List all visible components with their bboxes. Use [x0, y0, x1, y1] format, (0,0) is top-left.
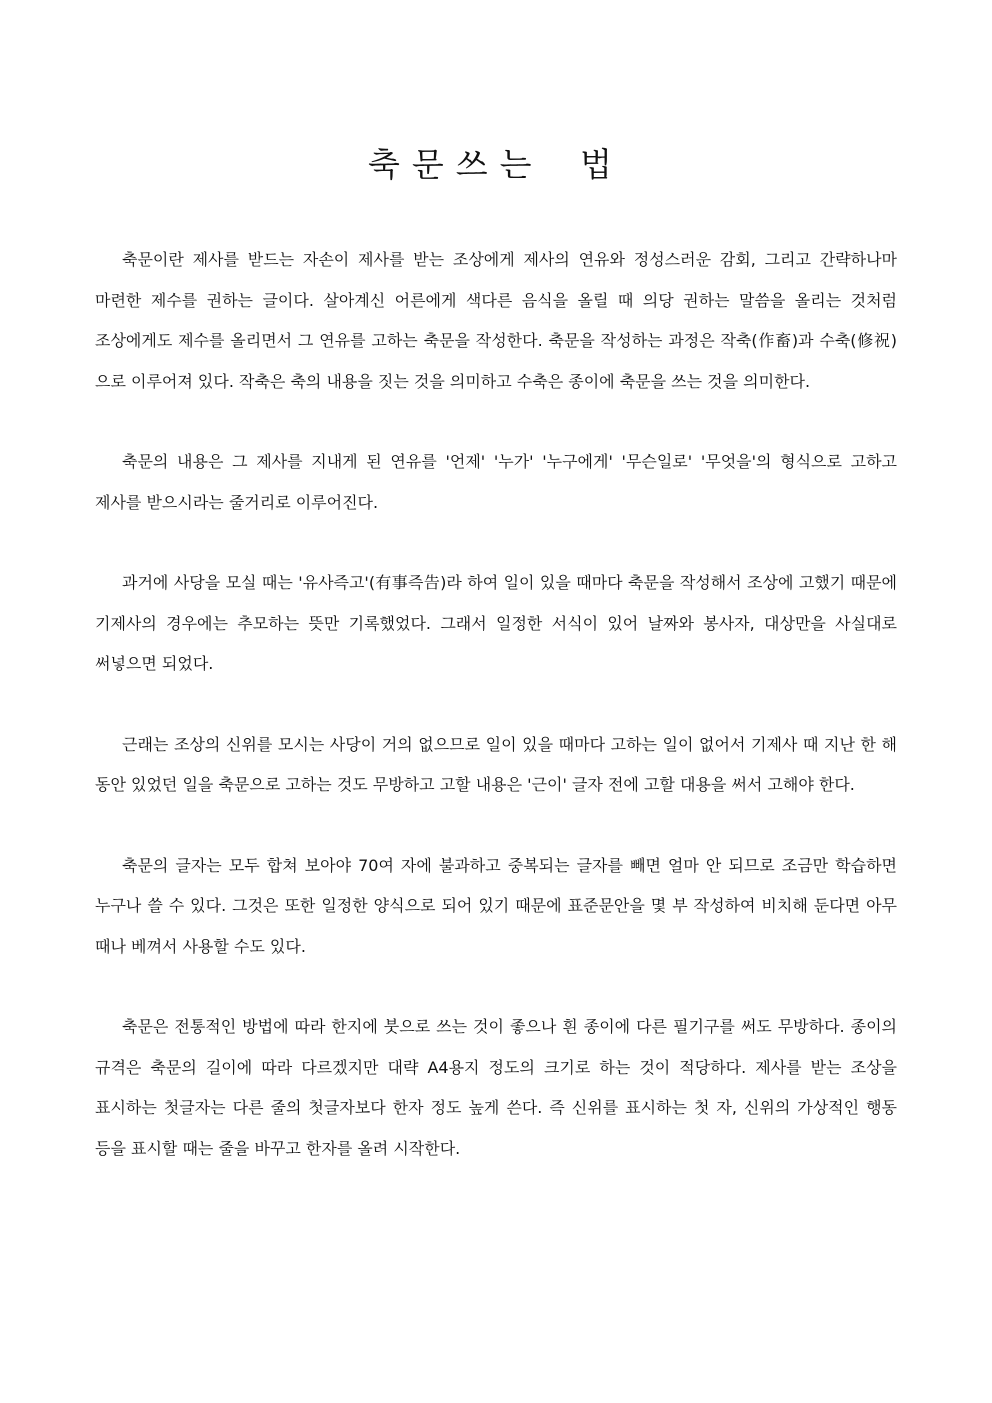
paragraph-modern-practice: 근래는 조상의 신위를 모시는 사당이 거의 없으므로 일이 있을 때마다 고하는 일이 없어서 기제사 때 지난 한 해 동안 있었던 일을 축문으로 고하는 것도 무방하고 고할 내용은 '근이' 글자 전에 고할 대용을 써서 고해야 한다. — [95, 734, 897, 794]
paragraph-paper-format: 축문은 전통적인 방법에 따라 한지에 붓으로 쓰는 것이 좋으나 흰 종이에 다른 필기구를 써도 무방하다. 종이의 규격은 축문의 길이에 따라 다르겠지만 대략 A4용지 정도의 크기로 하는 것이 적당하다. 제사를 받는 조상을 표시하는 첫글자는 다른 줄의 첫글자보다 한자 정도 높게 쓴다. 즉 신위를 표시하는 첫 자, 신위의 가상적인 행동 등을 표시할 때는 줄을 바꾸고 한자를 올려 시작한다. — [95, 1017, 897, 1158]
paragraph-definition: 축문이란 제사를 받드는 자손이 제사를 받는 조상에게 제사의 연유와 정성스러운 감회, 그리고 간략하나마 마련한 제수를 권하는 글이다. 살아계신 어른에게 색다른 음식을 올릴 때 의당 권하는 말씀을 올리는 것처럼 조상에게도 제수를 올리면서 그 연유를 고하는 축문을 작성한다. 축문을 작성하는 과정은 작축(作畜)과 수축(修祝)으로 이루어져 있다. 작축은 축의 내용을 짓는 것을 의미하고 수축은 종이에 축문을 쓰는 것을 의미한다. — [95, 250, 897, 391]
paragraph-content: 축문의 내용은 그 제사를 지내게 된 연유를 '언제' '누가' '누구에게' '무슨일로' '무엇을'의 형식으로 고하고 제사를 받으시라는 줄거리로 이루어진다. — [95, 452, 897, 512]
document-body — [95, 240, 897, 1209]
paragraph-history: 과거에 사당을 모실 때는 '유사즉고'(有事즉告)라 하여 일이 있을 때마다 축문을 작성해서 조상에 고했기 때문에 기제사의 경우에는 추모하는 뜻만 기록했었다. 그래서 일정한 서식이 있어 날짜와 봉사자, 대상만을 사실대로 써넣으면 되었다. — [95, 573, 897, 673]
document-title: 축문쓰는 법 — [368, 145, 624, 184]
paragraph-characters: 축문의 글자는 모두 합쳐 보아야 70여 자에 불과하고 중복되는 글자를 빼면 얼마 안 되므로 조금만 학습하면 누구나 쓸 수 있다. 그것은 또한 일정한 양식으로 되어 있기 때문에 표준문안을 몇 부 작성하여 비치해 둔다면 아무 때나 베껴서 사용할 수도 있다. — [95, 855, 897, 956]
